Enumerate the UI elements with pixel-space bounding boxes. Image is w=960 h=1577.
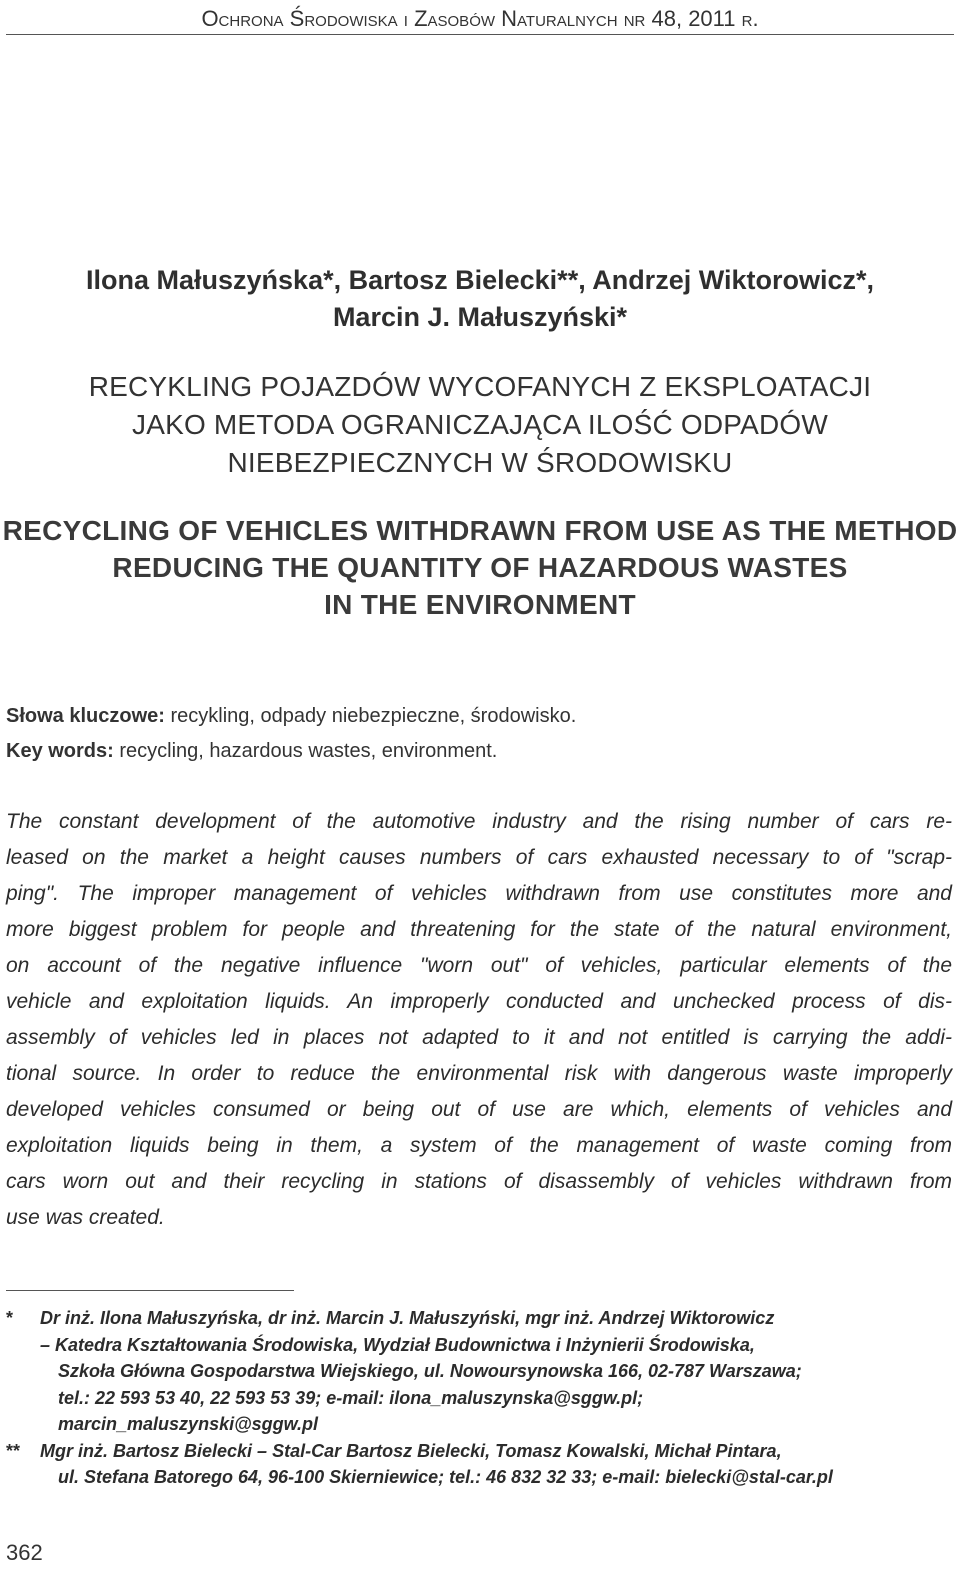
abstract-line: ping". The improper management of vehicles withdrawn from use constitutes more and	[6, 882, 952, 905]
keywords-block	[6, 699, 954, 769]
authors-line: Marcin J. Małuszyński*	[332, 302, 628, 332]
footnote-affiliation-2	[6, 1438, 954, 1491]
keywords-polish-value: recykling, odpady niebezpieczne, środowisko.	[170, 705, 577, 727]
abstract-line: on account of the negative influence "worn out" of vehicles, particular elements of the	[6, 954, 952, 977]
header-divider	[6, 34, 954, 35]
title-polish	[0, 368, 960, 482]
footnote-line: – Katedra Kształtowania Środowiska, Wydział Budownictwa i Inżynierii Środowiska,	[40, 1334, 755, 1355]
abstract	[6, 804, 952, 1236]
authors-line: Ilona Małuszyńska*, Bartosz Bielecki**, Andrzej Wiktorowicz*,	[86, 265, 874, 295]
running-header	[0, 6, 960, 32]
footnote-line: tel.: 22 593 53 40, 22 593 53 39; e-mail: ilona_maluszynska@sggw.pl;	[58, 1387, 644, 1408]
issue-info: nr 48, 2011 r.	[623, 6, 759, 31]
abstract-line: developed vehicles consumed or being out of use are which, elements of vehicles and	[6, 1098, 952, 1121]
abstract-line: vehicle and exploitation liquids. An improperly conducted and unchecked process of dis-	[6, 990, 952, 1013]
footnote-line: marcin_maluszynski@sggw.pl	[58, 1414, 318, 1434]
title-english	[0, 512, 960, 623]
keywords-english-value: recycling, hazardous wastes, environment.	[119, 740, 498, 762]
author-list	[0, 262, 960, 336]
abstract-line: more biggest problem for people and threatening for the state of the natural environment,	[6, 918, 952, 941]
abstract-line: leased on the market a height causes numbers of cars exhausted necessary to of "scrap-	[6, 846, 952, 869]
footnote-line: ul. Stefana Batorego 64, 96-100 Skierniewice; tel.: 46 832 32 33; e-mail: bielecki@stal-car.pl	[58, 1467, 833, 1487]
abstract-line: assembly of vehicles led in places not adapted to it and not entitled is carrying the addi-	[6, 1026, 952, 1049]
footnotes	[6, 1305, 954, 1491]
title-english-line: RECYCLING OF VEHICLES WITHDRAWN FROM USE AS THE METHOD	[2, 515, 958, 546]
title-polish-line: RECYKLING POJAZDÓW WYCOFANYCH Z EKSPLOATACJI	[88, 371, 872, 402]
footnote-line: Dr inż. Ilona Małuszyńska, dr inż. Marcin J. Małuszyński, mgr inż. Andrzej Wiktorowicz	[40, 1308, 775, 1328]
title-english-line: IN THE ENVIRONMENT	[324, 589, 636, 620]
abstract-line: The constant development of the automotive industry and the rising number of cars re-	[6, 810, 952, 833]
abstract-line: exploitation liquids being in them, a system of the management of waste coming from	[6, 1134, 952, 1157]
abstract-line: tional source. In order to reduce the environmental risk with dangerous waste improperly	[6, 1062, 952, 1085]
title-polish-line: JAKO METODA OGRANICZAJĄCA ILOŚĆ ODPADÓW	[132, 409, 828, 440]
keywords-english-label: Key words:	[6, 740, 114, 762]
footnote-divider	[6, 1290, 294, 1291]
title-english-line: REDUCING THE QUANTITY OF HAZARDOUS WASTES	[112, 552, 848, 583]
abstract-line: cars worn out and their recycling in stations of disassembly of vehicles withdrawn from	[6, 1170, 952, 1193]
footnote-mark: **	[6, 1440, 21, 1461]
keywords-polish-label: Słowa kluczowe:	[6, 705, 165, 727]
footnote-line: Mgr inż. Bartosz Bielecki – Stal-Car Bartosz Bielecki, Tomasz Kowalski, Michał Pintara,	[40, 1440, 782, 1461]
footnote-line: Szkoła Główna Gospodarstwa Wiejskiego, ul. Nowoursynowska 166, 02-787 Warszawa;	[58, 1361, 802, 1381]
footnote-affiliation-1	[6, 1305, 954, 1438]
abstract-line: use was created.	[6, 1206, 165, 1229]
keywords-english	[6, 734, 954, 769]
title-polish-line: NIEBEZPIECZNYCH W ŚRODOWISKU	[227, 447, 733, 478]
keywords-polish	[6, 699, 954, 734]
journal-name: Ochrona Środowiska i Zasobów Naturalnych	[201, 6, 618, 31]
page-number: 362	[6, 1540, 43, 1565]
footnote-mark: *	[6, 1308, 14, 1328]
